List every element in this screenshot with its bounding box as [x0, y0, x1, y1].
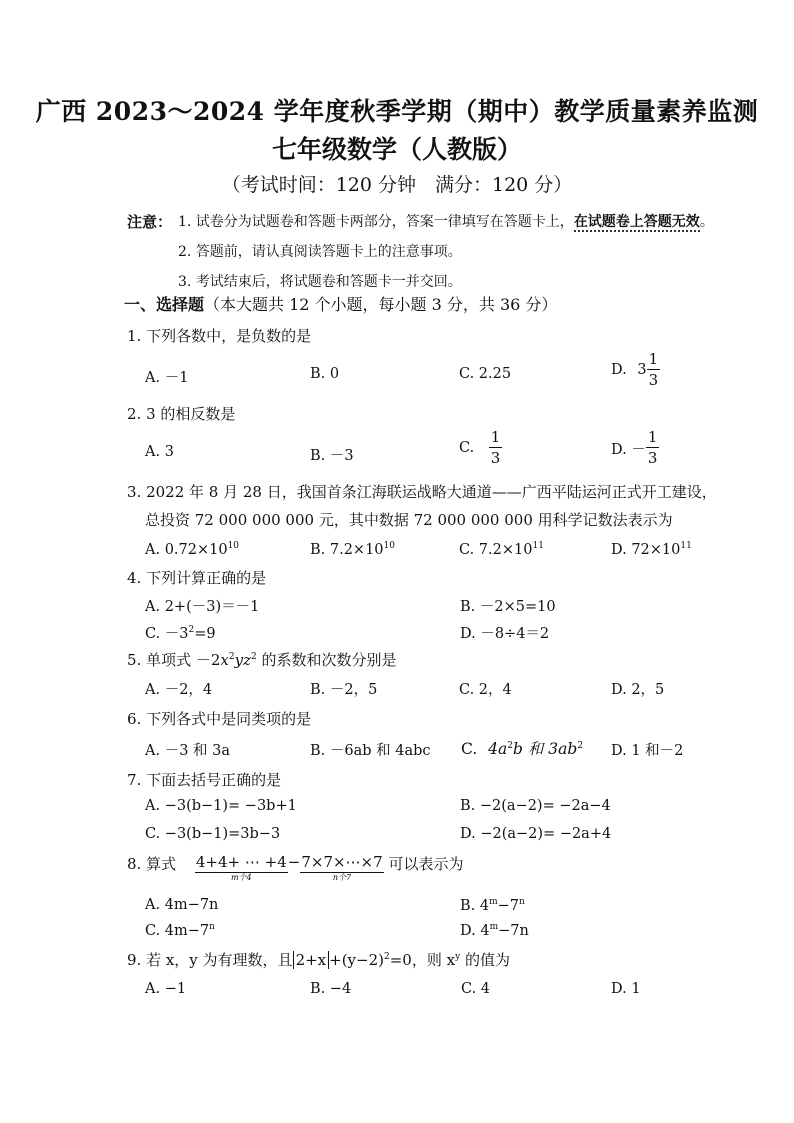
q6-option-d: D. 1 和－2	[611, 743, 684, 759]
q9-option-d: D. 1	[611, 981, 641, 997]
q1-option-b: B. 0	[310, 366, 340, 382]
q7-option-b: B. −2(a−2)= −2a−4	[460, 798, 611, 814]
q8-d-pre: D. 4	[460, 922, 490, 939]
q3-a-exponent: 10	[227, 541, 240, 551]
q5-exp-1: 2	[228, 652, 235, 662]
q6-option-b: B. －6ab 和 4abc	[310, 743, 431, 759]
q8-b-exp1: m	[489, 897, 498, 907]
q9-absolute-value: 2+x	[293, 951, 330, 969]
q2-d-fraction	[646, 430, 660, 466]
q3-option-d	[611, 541, 692, 558]
q3-option-a	[145, 541, 239, 558]
q3-d-exponent: 11	[680, 541, 692, 551]
q1-option-a: A. －1	[145, 370, 189, 386]
q9-exp-1: 2	[384, 952, 390, 962]
q1-d-denominator: 3	[648, 371, 659, 389]
note-3: 3. 考试结束后，将试题卷和答题卡一并交回。	[178, 274, 462, 290]
q5-option-b: B. －2，5	[310, 682, 378, 698]
q8-product-count: n个7	[332, 873, 352, 882]
q3-b-text: B. 7.2×10	[310, 541, 384, 558]
q8-minus: −	[287, 853, 301, 871]
q6-c-term1: 4a	[488, 740, 508, 758]
q1-stem: 1. 下列各数中，是负数的是	[127, 327, 312, 345]
exam-info: （考试时间：120 分钟 满分：120 分）	[221, 174, 573, 196]
q7-option-c: C. −3(b−1)=3b−3	[145, 826, 281, 842]
q6-c-exp1: 2	[507, 740, 514, 751]
q3-b-exponent: 10	[383, 541, 395, 551]
q3-stem-line1: 3. 2022 年 8 月 28 日，我国首条江海联运战略大通道——广西平陆运河正式开工建设，	[127, 483, 717, 501]
notes-label: 注意：	[127, 213, 173, 231]
q8-option-d	[460, 922, 529, 939]
q9-stem-mid: +(y−2)	[329, 951, 384, 969]
q7-option-a: A. −3(b−1)= −3b+1	[145, 798, 297, 814]
q8-stem-pre: 8. 算式	[127, 855, 177, 873]
q6-c-label: C.	[461, 740, 478, 758]
q8-d-post: −7n	[498, 922, 529, 939]
q9-option-c: C. 4	[461, 981, 491, 997]
q8-c-pre: C. 4m−7	[145, 922, 210, 939]
q8-sum-body: 4+4+ ⋯ +4	[195, 853, 287, 871]
q4-option-b: B. －2×5=10	[460, 599, 556, 615]
q2-c-fraction	[489, 430, 503, 466]
q1-option-d	[611, 352, 660, 388]
q3-stem-line2: 总投资 72 000 000 000 元，其中数据 72 000 000 000 用科学记数法表示为	[145, 511, 673, 529]
q6-option-c	[461, 737, 583, 759]
q5-var-yz: yz	[234, 651, 251, 669]
q4-option-c	[145, 622, 216, 643]
q1-d-fraction	[647, 352, 661, 388]
note-1	[178, 211, 714, 231]
q2-d-denominator: 3	[647, 449, 658, 467]
q5-exp-2: 2	[251, 652, 257, 662]
q7-option-d: D. −2(a−2)= −2a+4	[460, 826, 612, 842]
q9-exp-2: y	[455, 952, 461, 962]
q3-d-text: D. 72×10	[611, 541, 681, 558]
q4-c-pre: C. －3	[145, 626, 189, 642]
note-1-text: 1. 试卷分为试题卷和答题卡两部分，答案一律填写在答题卡上，	[178, 214, 574, 230]
note-2: 2. 答题前，请认真阅读答题卡上的注意事项。	[178, 244, 462, 260]
q2-d-label: D. －	[611, 441, 646, 458]
section-1-desc: （本大题共 12 个小题，每小题 3 分，共 36 分）	[204, 295, 558, 314]
q8-product-body: 7×7×⋯×7	[301, 853, 383, 871]
q8-b-pre: B. 4	[460, 897, 490, 914]
q5-option-c: C. 2，4	[459, 682, 512, 698]
q8-option-a: A. 4m−7n	[145, 897, 219, 913]
q1-option-c: C. 2.25	[459, 366, 512, 382]
q6-c-exp2: 2	[577, 740, 584, 751]
q5-var-x: x	[220, 651, 229, 669]
q8-option-b	[460, 897, 525, 914]
q8-b-exp2: n	[519, 897, 525, 907]
q3-option-b	[310, 541, 395, 558]
q2-d-numerator: 1	[647, 428, 658, 446]
q3-c-text: C. 7.2×10	[459, 541, 533, 558]
q1-d-whole: 3	[637, 362, 647, 378]
q2-option-c	[459, 430, 502, 466]
q2-stem: 2. 3 的相反数是	[127, 405, 236, 423]
q4-c-exponent: 2	[188, 625, 195, 636]
q4-option-a: A. 2+(－3)＝－1	[145, 599, 260, 615]
q9-stem-post: 的值为	[460, 951, 510, 969]
q3-a-text: A. 0.72×10	[145, 541, 228, 558]
q9-stem-mid2: =0，则 x	[389, 951, 456, 969]
q8-stem-post: 可以表示为	[388, 855, 464, 873]
q5-stem-pre: 5. 单项式 －2	[127, 651, 221, 669]
q8-stem	[127, 853, 463, 882]
q1-d-numerator: 1	[648, 350, 659, 368]
exam-subtitle: 七年级数学（人教版）	[271, 135, 522, 164]
q8-b-mid: −7	[497, 897, 520, 914]
q5-stem-post: 的系数和次数分别是	[256, 651, 397, 669]
q6-option-a: A. －3 和 3a	[145, 743, 231, 759]
section-1-title: 一、选择题	[124, 295, 205, 314]
q2-c-denominator: 3	[490, 449, 501, 467]
q7-stem: 7. 下面去括号正确的是	[127, 771, 282, 789]
q5-option-d: D. 2，5	[611, 682, 665, 698]
section-1-heading	[124, 292, 557, 315]
q4-option-d: D. －8÷4＝2	[460, 626, 550, 642]
q8-sum-count: m个4	[230, 873, 252, 882]
note-1-emphasis: 在试题卷上答题无效	[573, 214, 700, 230]
q5-stem	[127, 649, 397, 670]
note-1-end: 。	[699, 214, 714, 230]
q6-stem: 6. 下列各式中是同类项的是	[127, 710, 312, 728]
q2-option-b: B. －3	[310, 448, 354, 464]
q4-stem: 4. 下列计算正确的是	[127, 569, 267, 587]
q1-d-label: D.	[611, 362, 627, 378]
q8-sum-group	[195, 853, 288, 882]
q9-stem	[127, 949, 510, 970]
q8-product-group	[300, 853, 383, 882]
q8-d-exp: m	[489, 922, 499, 932]
q8-c-exp: n	[209, 922, 215, 932]
q3-option-c	[459, 541, 544, 558]
q2-option-a: A. 3	[145, 444, 174, 460]
q2-option-d	[611, 430, 659, 466]
q9-option-b: B. −4	[310, 981, 352, 997]
q3-c-exponent: 11	[532, 541, 544, 551]
q2-c-numerator: 1	[490, 428, 501, 446]
q6-c-term2: b 和 3ab	[513, 740, 578, 758]
q2-c-label: C.	[459, 440, 475, 456]
q8-option-c	[145, 922, 215, 939]
q9-option-a: A. −1	[145, 981, 187, 997]
exam-title: 广西 2023～2024 学年度秋季学期（期中）教学质量素养监测	[35, 97, 759, 126]
q5-option-a: A. －2，4	[145, 682, 213, 698]
q9-stem-pre: 9. 若 x，y 为有理数，且	[127, 951, 293, 969]
q4-c-post: =9	[194, 626, 216, 642]
